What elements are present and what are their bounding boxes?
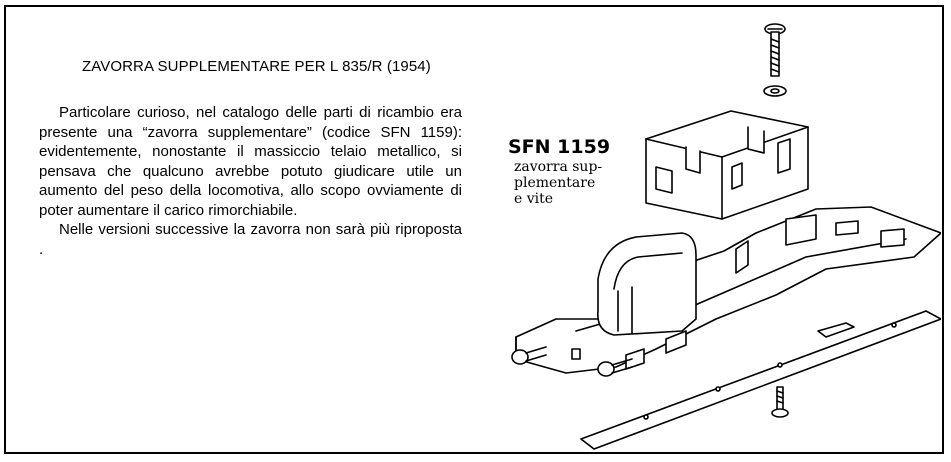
ballast-block: [646, 111, 808, 219]
chassis-frame: [516, 207, 941, 373]
ballast-part-drawing: [486, 19, 941, 451]
top-screw-icon: [765, 24, 785, 76]
paragraph-2: Nelle versioni successive la zavorra non sarà più riproposta .: [39, 221, 462, 258]
part-desc-line-1: zavorra sup-: [514, 159, 603, 175]
motor-cover: [598, 233, 696, 335]
paragraph-1: Particolare curioso, nel catalogo delle parti di ricambio era presente una “zavorra supplementare” (codice SFN 1159): evidentemente, nonostante il massiccio telaio metallico, si pensava che qualcuno avrebbe potuto giudicare utile un aumento del peso della locomotiva, allo scopo ovviamente di poter aumentare il carico rimorchiabile.: [39, 104, 462, 219]
page-frame: [4, 5, 944, 454]
part-desc-line-3: e vite: [514, 191, 554, 207]
page-title: ZAVORRA SUPPLEMENTARE PER L 835/R (1954): [82, 58, 431, 75]
part-code-label: SFN 1159: [508, 136, 611, 158]
bottom-screw-icon: [772, 387, 788, 417]
part-desc-line-2: plementare: [514, 175, 596, 191]
body-text: [39, 103, 462, 259]
washer-icon: [764, 86, 786, 96]
